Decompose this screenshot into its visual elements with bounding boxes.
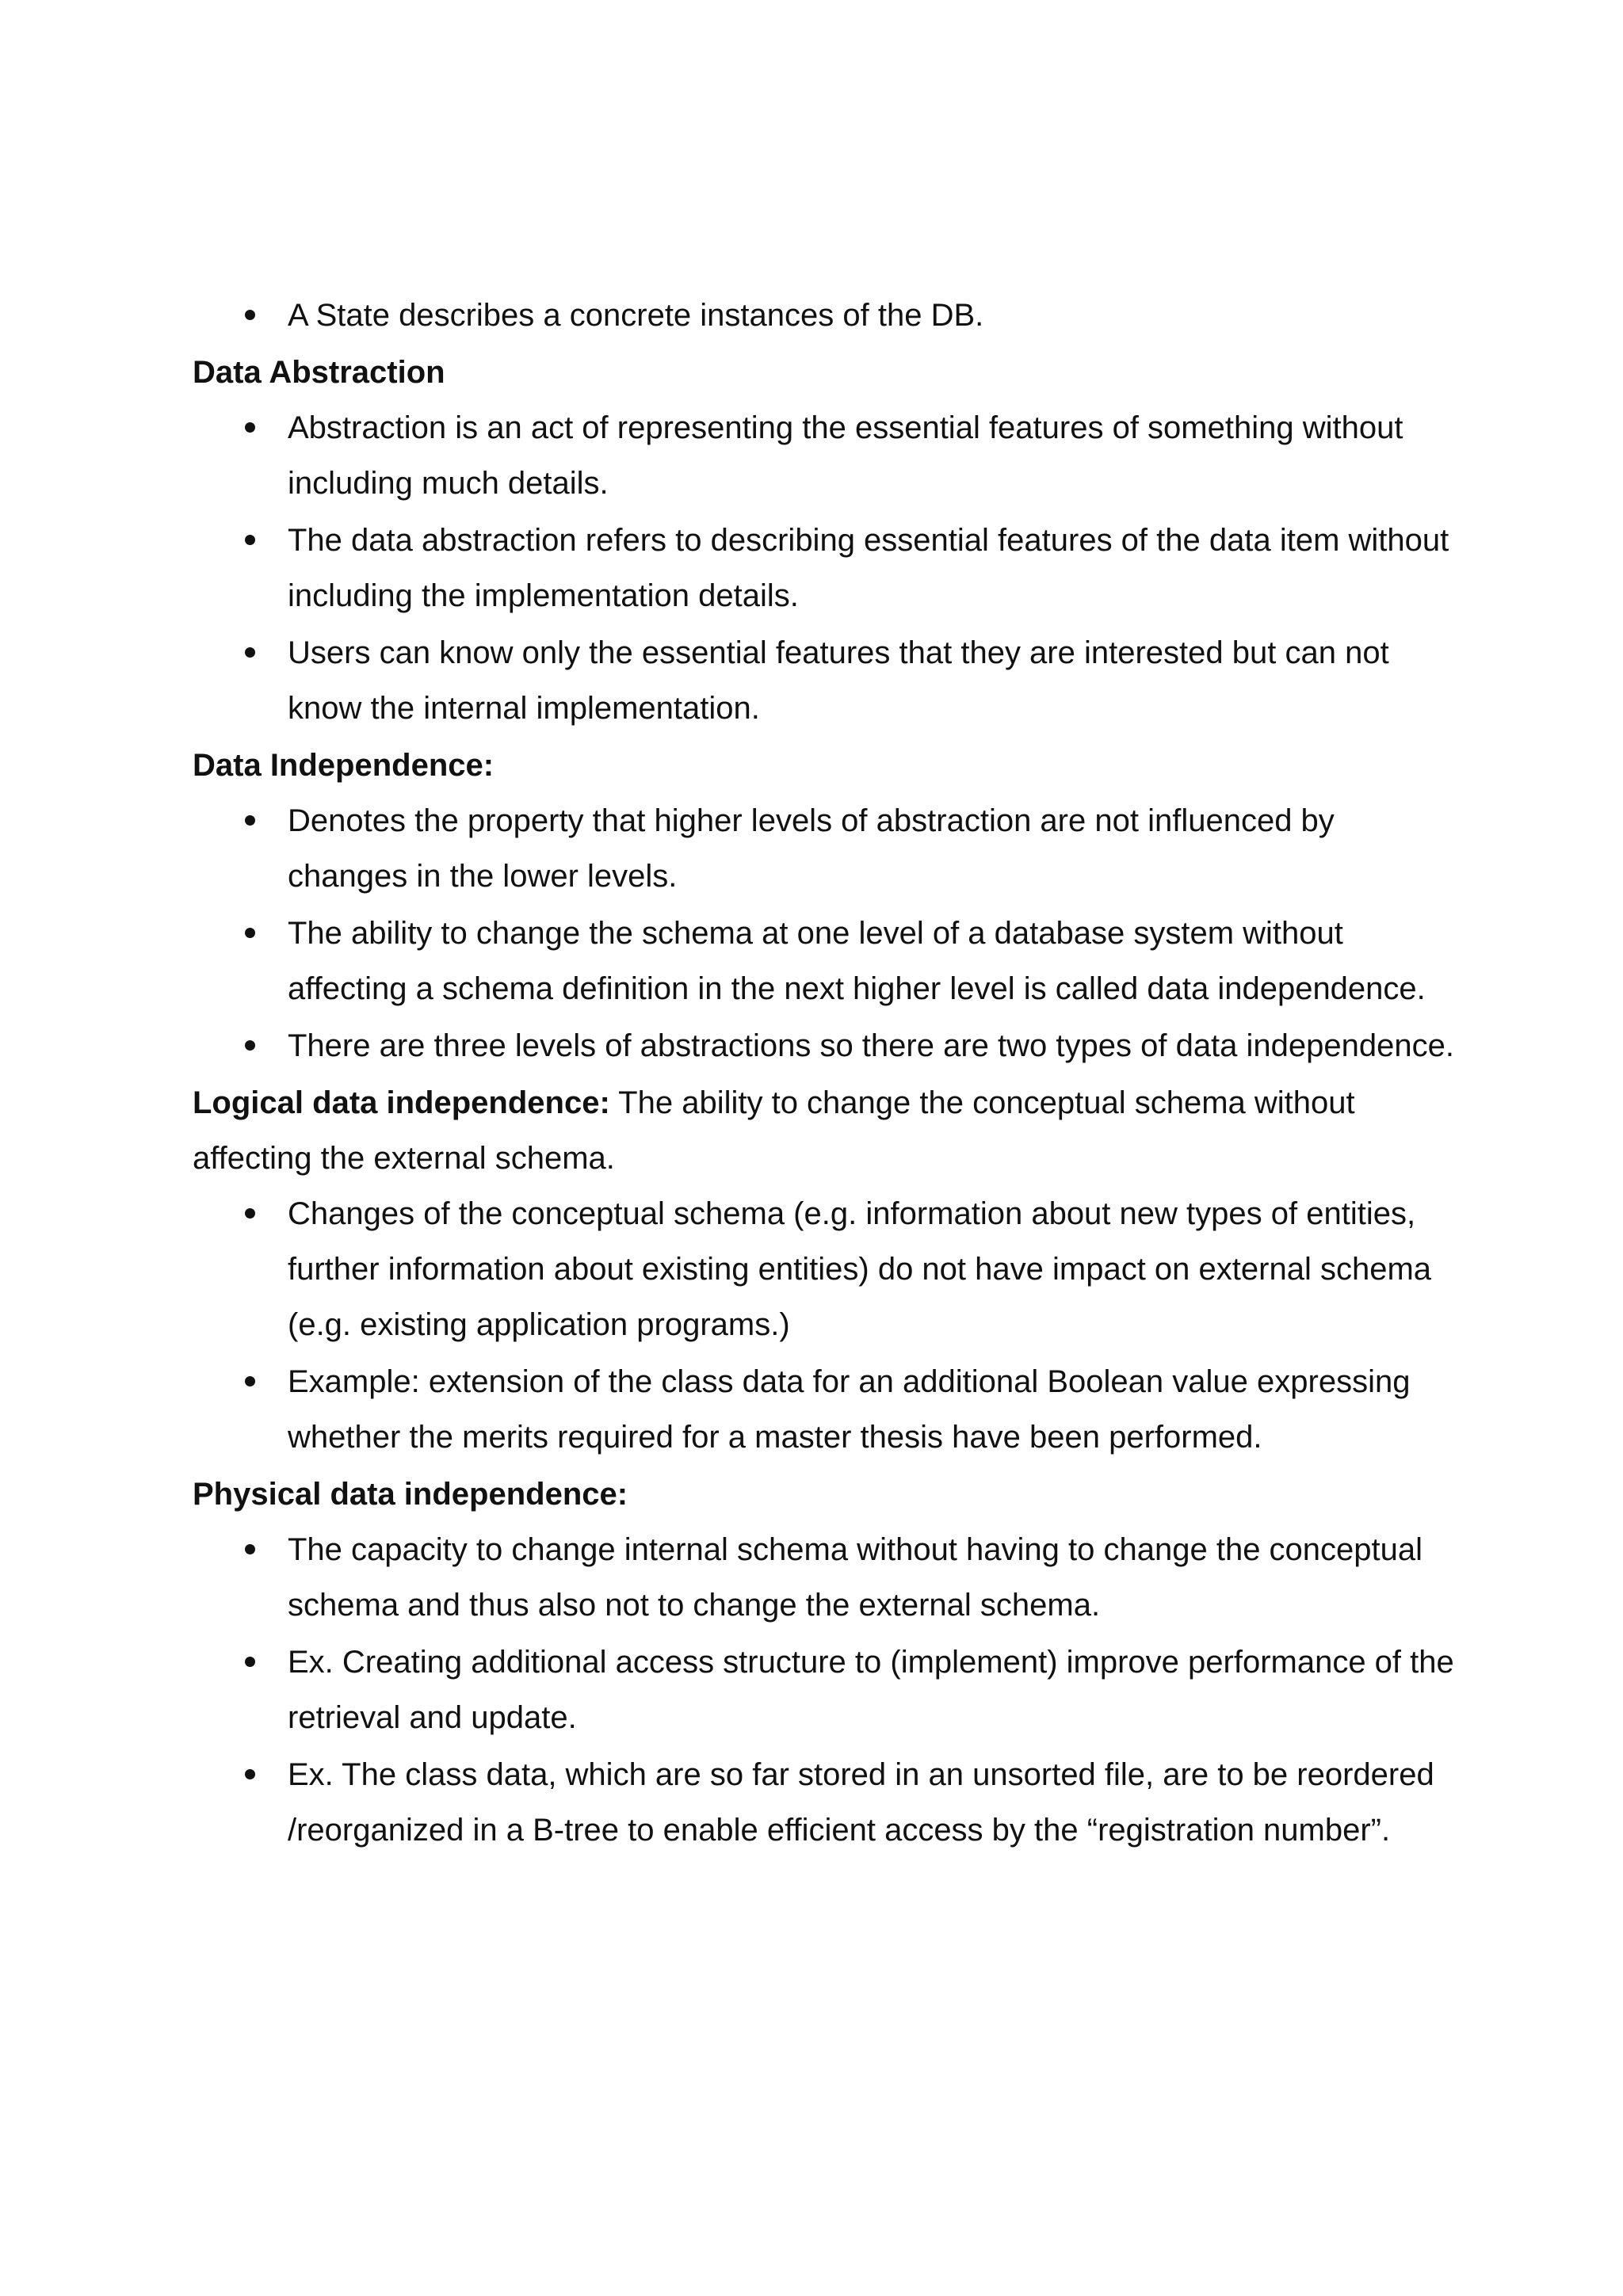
bullet-icon (245, 647, 255, 658)
list-item (193, 906, 1461, 1016)
list-item (193, 793, 1461, 904)
state-bullet-list (193, 288, 1461, 343)
bullet-text: The data abstraction refers to describing essential features of the data item without including the implementation details. (288, 523, 1449, 613)
bullet-text: Abstraction is an act of representing the essential features of something without including much details. (288, 410, 1403, 501)
list-item (193, 513, 1461, 624)
bullet-text: A State describes a concrete instances of the DB. (288, 298, 984, 333)
logical-independence-bullet-list (193, 1186, 1461, 1465)
list-item (193, 1018, 1461, 1074)
list-item (193, 1354, 1461, 1465)
bullet-text: There are three levels of abstractions so there are two types of data independence. (288, 1028, 1454, 1063)
list-item (193, 1747, 1461, 1858)
bullet-icon (245, 1657, 255, 1667)
bullet-icon (245, 1544, 255, 1554)
data-independence-heading: Data Independence: (193, 748, 495, 783)
bullet-icon (245, 535, 255, 545)
logical-independence-paragraph (193, 1075, 1461, 1186)
logical-independence-text: The ability to change the conceptual schema without affecting the external schema. (193, 1085, 1355, 1176)
bullet-icon (245, 1769, 255, 1779)
bullet-icon (245, 310, 255, 320)
list-item (193, 1522, 1461, 1633)
physical-independence-bullet-list (193, 1522, 1461, 1858)
physical-independence-heading: Physical data independence: (193, 1477, 628, 1512)
list-item (193, 1634, 1461, 1745)
list-item (193, 288, 1461, 343)
bullet-text: The capacity to change internal schema without having to change the conceptual schema and thus also not to change the external schema. (288, 1532, 1423, 1623)
list-item (193, 400, 1461, 511)
list-item (193, 625, 1461, 736)
bullet-icon (245, 815, 255, 826)
bullet-icon (245, 422, 255, 433)
bullet-icon (245, 1376, 255, 1386)
bullet-text: Changes of the conceptual schema (e.g. information about new types of entities, further information about existing entities) do not have impact on external schema (e.g. existing application programs.) (288, 1196, 1432, 1342)
data-abstraction-bullet-list (193, 400, 1461, 736)
bullet-text: Denotes the property that higher levels of abstraction are not influenced by changes in the lower levels. (288, 803, 1335, 894)
bullet-text: Users can know only the essential features that they are interested but can not know the internal implementation. (288, 635, 1389, 726)
page-content (193, 288, 1461, 1859)
bullet-icon (245, 928, 255, 938)
logical-independence-heading: Logical data independence: (193, 1085, 610, 1120)
bullet-text: The ability to change the schema at one level of a database system without affecting a schema definition in the next higher level is called data independence. (288, 916, 1426, 1006)
data-independence-bullet-list (193, 793, 1461, 1074)
list-item (193, 1186, 1461, 1352)
bullet-icon (245, 1208, 255, 1219)
bullet-text: Example: extension of the class data for an additional Boolean value expressing whether the merits required for a master thesis have been performed. (288, 1364, 1411, 1455)
bullet-text: Ex. Creating additional access structure to (implement) improve performance of the retrieval and update. (288, 1645, 1454, 1735)
data-abstraction-heading: Data Abstraction (193, 355, 445, 390)
bullet-text: Ex. The class data, which are so far stored in an unsorted file, are to be reordered /reorganized in a B-tree to enable efficient access by the “registration number”. (288, 1757, 1434, 1848)
bullet-icon (245, 1040, 255, 1051)
